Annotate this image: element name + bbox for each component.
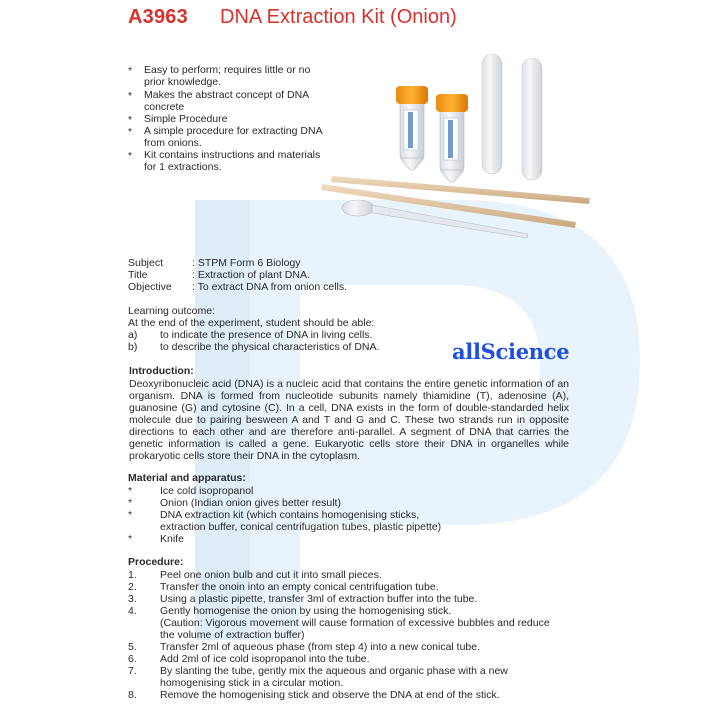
meta-value: : Extraction of plant DNA. [192, 269, 310, 281]
list-text: to describe the physical characteristics of DNA. [160, 341, 380, 353]
product-photo [310, 48, 600, 248]
material-text: Ice cold isopropanol [160, 485, 254, 497]
step-text: By slanting the tube, gently mix the aqueous and organic phase with a new [160, 665, 508, 677]
feature-text: Simple Procedure [144, 113, 228, 125]
material-text: Knife [160, 533, 184, 545]
step-text: Using a plastic pipette, transfer 3ml of extraction buffer into the tube. [160, 593, 478, 605]
feature-text: Kit contains instructions and materials for 1 extractions. [144, 149, 321, 173]
feature-text: Makes the abstract concept of DNA concrete [144, 89, 309, 113]
step-text: Peel one onion bulb and cut it into small pieces. [160, 569, 382, 581]
meta-value: : STPM Form 6 Biology [192, 257, 301, 269]
learning-outcome [128, 305, 448, 355]
step-number: 1. [128, 569, 137, 581]
material-text: Onion (Indian onion gives better result) [160, 497, 341, 509]
meta-value: : To extract DNA from onion cells. [192, 281, 348, 293]
learning-intro: At the end of the experiment, student should be able: [128, 317, 375, 329]
materials-heading: Material and apparatus: [128, 472, 246, 484]
step-number: 3. [128, 593, 137, 605]
introduction-text: Deoxyribonucleic acid (DNA) is a nucleic acid that contains the entire genetic information of an organism. DNA is formed from nucleotide subunits namely thiamidine (T), adenosine (A), guanosine (G) and cytosine (C). In a cell, DNA exists in the form of double-standarded helix molecule due to pairing besween A and T and G and C. These two strands run in opposite directions to each other and are therefore anti-parallel. A segment of DNA that carries the genetic information is called a gene. Eukaryotic cells store their DNA in organelles while prokaryotic cells store their DNA in the cytoplasm. [129, 378, 569, 462]
step-number: 6. [128, 653, 137, 665]
introduction-heading: Introduction: [129, 365, 194, 377]
step-text: Gently homogenise the onion by using the homogenising stick. [160, 605, 452, 617]
material-text: extraction buffer, conical centrifugation tubes, plastic pipette) [160, 521, 442, 533]
meta-label: Subject [128, 257, 164, 269]
procedure-heading: Procedure: [128, 556, 184, 568]
list-marker: b) [128, 341, 138, 353]
step-number: 2. [128, 581, 137, 593]
brand-logo: allScience [452, 339, 570, 364]
feature-text: A simple procedure for extracting DNA from onions. [144, 125, 322, 149]
step-number: 8. [128, 689, 137, 701]
step-number: 7. [128, 665, 137, 677]
step-text: the volume of extraction buffer) [160, 629, 305, 641]
step-text: Add 2ml of ice cold isopropanol into the tube. [160, 653, 370, 665]
meta-table [128, 257, 388, 295]
step-text: Transfer the onoin into an empty conical centrifugation tube. [160, 581, 439, 593]
step-number: 4. [128, 605, 137, 617]
feature-list: * Easy to perform; requires little or no prior knowledge. * Makes the abstract concept of DNA concrete * Simple Procedure * A simple procedure for extracting DNA from onions. * Kit contains instructions and materials for 1 extractions. [128, 64, 338, 184]
step-text: Remove the homogenising stick and observe the DNA at end of the stick. [160, 689, 500, 701]
procedure-section [128, 556, 588, 706]
step-text: homogenising stick in a circular motion. [160, 677, 344, 689]
product-code: A3963 [128, 6, 188, 28]
meta-label: Objective [128, 281, 172, 293]
feature-text: Easy to perform; requires little or no prior knowledge. [144, 64, 311, 88]
list-text: to indicate the presence of DNA in living cells. [160, 329, 373, 341]
step-text: Transfer 2ml of aqueous phase (from step 4) into a new conical tube. [160, 641, 481, 653]
meta-label: Title [128, 269, 148, 281]
learning-heading: Learning outcome: [128, 305, 215, 317]
page-title: DNA Extraction Kit (Onion) [220, 6, 457, 28]
list-marker: a) [128, 329, 138, 341]
materials-section: Material and apparatus: * Ice cold isopropanol * Onion (Indian onion gives better result) * DNA extraction kit (which contains homogenising sticks, extraction buffer, conical centrifugation tubes, plastic pipette) * Knife [128, 472, 568, 544]
material-text: DNA extraction kit (which contains homogenising sticks, [160, 509, 420, 521]
step-number: 5. [128, 641, 137, 653]
step-text: (Caution: Vigorous movement will cause formation of excessive bubbles and reduce [160, 617, 550, 629]
